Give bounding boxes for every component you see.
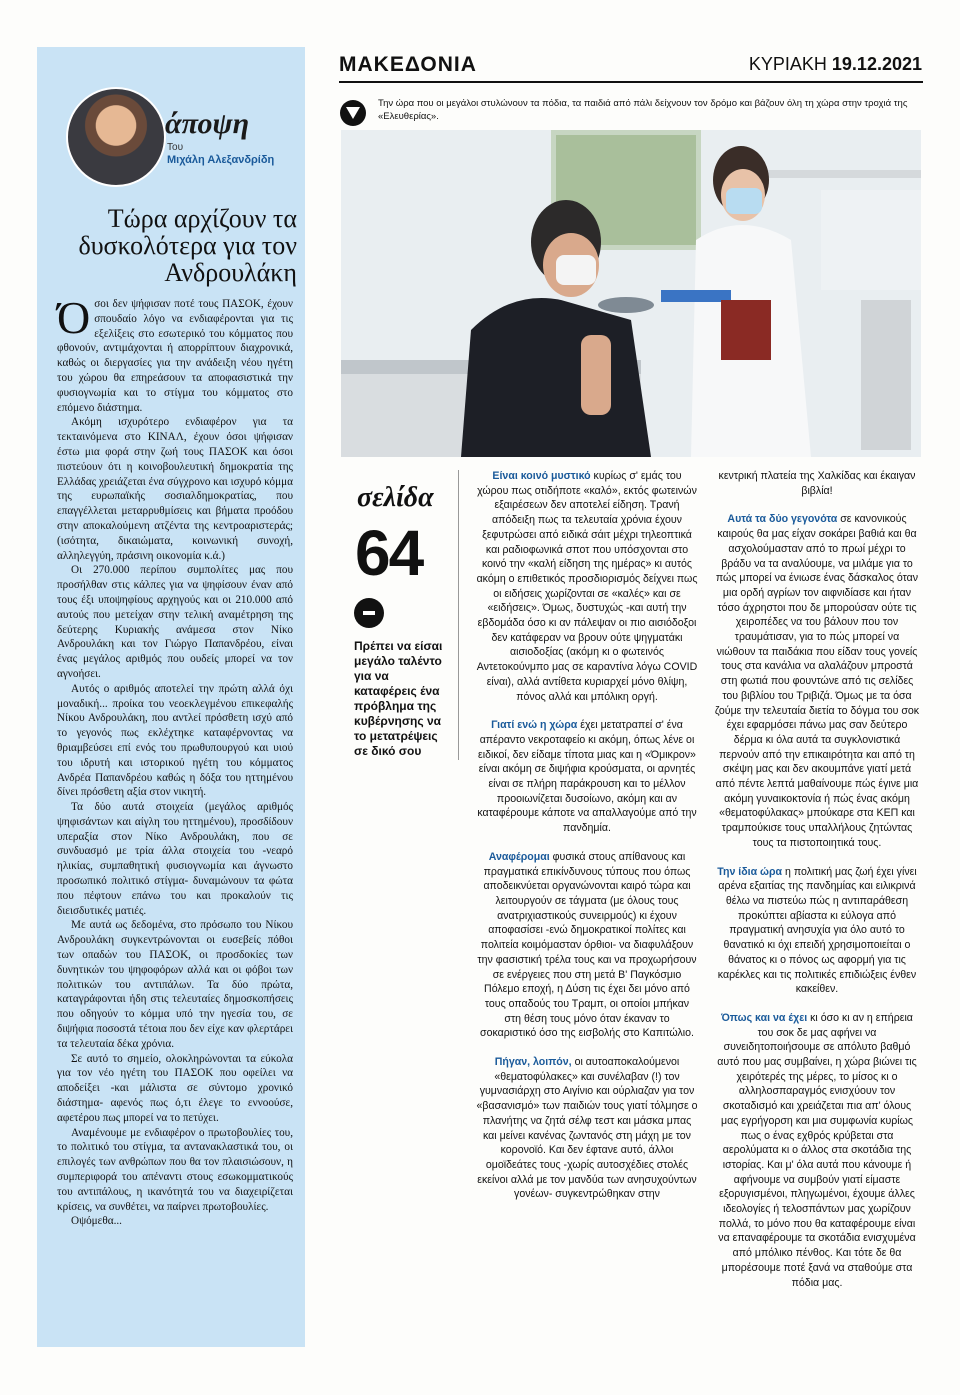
column-label: σελίδα xyxy=(357,482,434,513)
author-name: Μιχάλη Αλεξανδρίδη xyxy=(167,154,275,166)
opinion-column xyxy=(37,47,305,1347)
article-column-2 xyxy=(714,469,920,1304)
photo-caption: Την ώρα που οι μεγάλοι στυλώνουν τα πόδια, τα παιδιά από πάλι δείχνουν τον δρόμο και βάζουν όλη τη χώρα στην τροχιά της «Ελευθερίας». xyxy=(378,98,908,122)
opinion-paragraph: Όσοι δεν ψήφισαν ποτέ τους ΠΑΣΟΚ, έχουν σπουδαίο λόγο να ενδιαφέρονται για τις εξελίξεις στο εσωτερικό του κόμματος που φθονούν, αντιμάχονται ή απορρίπτουν διαχρονικά, καθώς οι διεργασίες για την ανάδειξη νέου ηγέτη του χώρου θα επηρεάσουν τα αποφασιστικά την φυσιογνωμία και το στίγμα του κόμματος στο επόμενο διάστημα. xyxy=(57,292,293,414)
opinion-paragraph: Οι 270.000 περίπου συμπολίτες μας που προσήλθαν στις κάλπες για να ψηφίσουν έναν από τους έξι υποψηφίους αρχηγούς και οι 210.000 από αυτούς που μετείχαν στην τελική αναμέτρηση της δεύτερης Κυριακής ανάμεσα στον Νίκο Ανδρουλάκη και τον Γιώργο Παπανδρέου, είναι ένας μεγάλος αριθμός που ουδείς μπορεί να τον αγνοήσει. xyxy=(57,564,293,680)
opinion-paragraph: Ακόμη ισχυρότερο ενδιαφέρον για τα τεκταινόμενα στο ΚΙΝΑΛ, έχουν όσοι ψήφισαν έστω μια φορά στην ζωή τους ΠΑΣΟΚ και όσοι πιστεύουν ότι η κοινοβουλευτική δημοκρατία της Ελλάδας χρειάζεται ένα σύγχρονο και ισχυρό κόμμα της ευρωπαϊκής σοσιαλδημοκρατίας, που επαγγέλλεται μεταρρυθμίσεις και βήματα προόδου στην αποκαλούμενη ατζέντα της κεντροαριστεράς; (ισότητα, δικαιώματα, κοινωνική συνοχή, αλληλεγγύη, πράσινη οικονομία κ.ά.) xyxy=(57,416,293,562)
article-paragraph: Αναφέρομαι φυσικά στους απίθανους και πραγματικά επικίνδυνους τύπους που όπως αποδεικνύεται οργανώνονται καιρό τώρα και λειτουργούν σε τάγματα (με όλους τους ανατριχιαστικούς συνειρμούς) κι έχουν αποφασίσει -ενώ δημοκρατικοί πολίτες και πολιτεία κοιμόμασταν όρθιοι- να διαφυλάξουν την φασιστική τρέλα τους και να προχωρήσουν σε ενέργειες που στη μετά Β' Παγκόσμιο Πόλεμο εποχή, η Δύση τις έχει δει μόνο από τους οπαδούς του Τραμπ, οι οποίοι μπήκαν στη θέση τους μόνο όταν έκαναν το σοκαριστικό όσο της εισβολής στο Καπιτώλιο. xyxy=(477,850,697,1040)
article-paragraph: κεντρική πλατεία της Χαλκίδας και έκαιγαν βιβλία! xyxy=(718,470,916,497)
article-paragraph: Πήγαν, λοιπόν, οι αυτοαποκαλούμενοι «θεματοφύλακες» και συνέλαβαν (!) τον γυμνασιάρχη στο Αιγίνιο και ούρλιαζαν για τον «βασανισμό» των παιδιών τους γιατί τόλμησε ο πλανήτης να ζητά σέλφ τεστ και μάσκα μπας και μείνει κανένας ζωντανός στη μάχη με τον κορονοϊό. Και δεν έφτανε αυτό, άλλοι ομοϊδεάτες τους -χωρίς αυτοσχέδιες στολές εκείνοι αλλά με τον μανδύα των ανησυχούντων γονέων- συγκεντρώθηκαν στην xyxy=(476,1056,698,1201)
opinion-paragraph: Με αυτά ως δεδομένα, στο πρόσωπο του Νίκου Ανδρουλάκη συγκεντρώνονται οι ευσεβείς πόθοι των οπαδών του ΠΑΣΟΚ, οι προσδοκίες των δυνητικών του ψηφοφόρων αλλά και οι φόβοι των πολιτικών του αντιπάλων. Τα δύο πρώτα, καταγράφονται ήδη στις τελευταίες δημοσκοπήσεις που οδηγούν το κόμμα υπό την ηγεσία του, σε διψήφια ποσοστά τέτοια που δεν είχε καν φλερτάρει τα τελευταία δέκα χρόνια. xyxy=(57,919,293,1050)
opinion-paragraph: Σε αυτό το σημείο, ολοκληρώνονται τα εύκολα για τον νέο ηγέτη του ΠΑΣΟΚ που οφείλει να αποδείξει -και μάλιστα σε σύντομο χρονικό διάστημα- αφενός πως ό,τι έλεγε το εννοούσε, αφετέρου πως μπορεί να το πετύχει. xyxy=(57,1052,293,1124)
article-column-1 xyxy=(476,469,698,1216)
caption-arrow-icon xyxy=(340,100,366,126)
issue-date-value: 19.12.2021 xyxy=(831,54,922,74)
opinion-paragraph: Οψόμεθα... xyxy=(71,1215,122,1228)
author-avatar xyxy=(66,87,166,187)
article-paragraph: Την ίδια ώρα η πολιτική μας ζωή έχει γίνει αρένα εξαιτίας της πανδημίας και ειλικρινά θέλω να πιστεύω πώς η αντιπαράθεση προκύπτει αβίαστα κι εύλογα από πραγματική ανησυχία για όλο αυτό το θανατικό κι όχι επειδή χρησιμοποιείται ο θάνατος κι ο πόνος ως αφορμή για τις καρέκλες και τις πολιτικές επιδιώξεις ένθεν κακείθεν. xyxy=(717,865,917,996)
issue-date xyxy=(749,54,922,75)
opinion-paragraph: Τα δύο αυτά στοιχεία (μεγάλος αριθμός ψηφισάντων και αίγλη του ηττημένου), προσδίδουν υπεραξία στον Νίκο Ανδρουλάκη, που σε συνδυασμό με τρία άλλα στοιχεία του -νεαρό ηλικίας, συμπαθητική φυσιογνωμία και άγνωστο προσωπικό πολιτικό στίγμα- δυναμώνουν τα φώτα που πέφτουν επάνω του και προκαλούν τις διεισδυτικές ματιές. xyxy=(57,801,293,917)
opinion-paragraph: Αναμένουμε με ενδιαφέρον ο πρωτοβουλίες του, το πολιτικό του στίγμα, τα αντανακλαστικά του, οι επιλογές των ανθρώπων που θα τον πλαισιώσουν, η συμπεριφορά του απέναντι στους εσωκομματικούς του αντιπάλους, η ικανότητά του να διαχειρίζεται κρίσεις, να συνθέτει, να παίρνει πρωτοβουλίες. xyxy=(57,1126,293,1213)
pull-quote: Πρέπει να είσαι μεγάλο ταλέντο για να καταφέρεις ένα πρόβλημα της κυβέρνησης να το μετατρέψεις σε δικό σου xyxy=(354,639,443,758)
article-paragraph: Γιατί ενώ η χώρα έχει μετατραπεί σ' ένα απέραντο νεκροταφείο κι ακόμη, όπως λένε οι ειδικοί, δεν είδαμε τίποτα μιας και η «Όμικρον» είναι ακόμη σε διψήφια κρούσματα, οι αρνητές είναι σε πλήρη παράκρουση και το μέλλον προοιωνίζεται δυσοίωνο, ακόμη και αν καταφέρουμε κάποτε να απαλλαγούμε από την πανδημία. xyxy=(477,719,697,835)
opinion-title: Τώρα αρχίζουν τα δυσκολότερα για τον Ανδρουλάκη xyxy=(78,204,297,287)
issue-day: ΚΥΡΙΑΚΗ xyxy=(748,54,827,74)
opinion-body xyxy=(57,292,293,1229)
minus-icon xyxy=(354,598,384,628)
header-rule xyxy=(339,81,923,83)
opinion-label: άποψη xyxy=(165,107,250,140)
section-name: ΜΑΚΕΔΟΝΙΑ xyxy=(339,53,477,76)
article-paragraph: Αυτά τα δύο γεγονότα σε κανονικούς καιρούς θα μας είχαν σοκάρει βαθιά και θα ασχολούμασταν από το πρωί μέχρι το βράδυ να τα αναλύουμε, να μιλάμε για το πώς μπορεί να ένιωσε ένας δάσκαλος όταν μια ορδή αγρίων τον αιφνιδίασε και ήταν τόσο άχρηστοι που δε μπορούσαν ούτε τις χειροπέδες να του βάλουν που τον τραυμάτισαν, για το πώς μπορεί να νιώθουν τα παιδάκια που είδαν τους γονείς τους στα κανάλια να αλαλάζουν μπροστά στη φωτιά που φουντώνε από τις σελίδες του βιβλίου του Τριβιζά. Όμως με τα όσα ζούμε την τελευταία διετία το δόγμα του σοκ έχει εφαρμόσει πάνω μας σαν δεύτερο δέρμα κι όλα αυτά τα συγκλονιστικά περνούν από την επικαιρότητα και από τη σκέψη μας και δεν ακουμπάνε γιατί μετά από πέντε λεπτά μαθαίνουμε πώς έγινε μια ακόμη γυναικοκτονία ή πώς ένας ακόμη «θεματοφύλακας» μπούκαρε στα ΚΕΠ και τραμπούκισε τους υπαλλήλους ζητώντας τους τα πιστοποιητικά τους. xyxy=(714,513,920,849)
drop-cap: Ό xyxy=(57,292,91,343)
column-number: 64 xyxy=(355,517,423,589)
vaccination-photo xyxy=(341,130,921,457)
author-prefix: Του xyxy=(167,142,184,153)
article-paragraph: Είναι κοινό μυστικό κυρίως σ' εμάς του χώρου πως οτιδήποτε «καλό», εκτός φωτεινών εξαιρέσεων δεν αποτελεί είδηση. Τρανή απόδειξη πως τα τελευταία χρόνια έχουν ξεφυτρώσει από ειδικά σάιτ μέχρι τηλεοπτικά και ραδιοφωνικά σποτ που υπόσχονται στο κοινό την «καλή είδηση της ημέρας» κι αυτός ακόμη ο επιθετικός προσδιορισμός δείχνει πως οι ειδήσεις χωρίζονται σε «καλές» και σε «ειδήσεις». Όμως, δυστυχώς -και αυτή την εβδομάδα όσο κι αν πάλεψαν οι πιο αισιόδοξοι δεν κατάφεραν να βρουν ούτε ψηγματάκι αισιοδοξίας (ακόμη κι ο φωτεινός Αντετοκούνμπο μας σε καραντίνα λόγω COVID είναι), αλλά αντίθετα κυριαρχεί μόνο θλίψη, πόνος αλλά και μπόλικη οργή. xyxy=(476,470,698,703)
article-paragraph: Όπως και να έχει κι όσο κι αν η επήρεια του σοκ δε μας αφήνει να συνειδητοποιήσουμε σε απόλυτο βαθμό αυτό που μας συμβαίνει, η χώρα βιώνει τις χειρότερές της μέρες, το μίσος κι ο αλληλοσπαραγμός ενισχύουν τον σκοταδισμό και χρειάζεται πια απ' όλους μας εγρήγορση και μια συμφωνία κυρίως πως ο ένας εχθρός κρύβεται στα αερολύματα κι ο άλλος στα σκοτάδια της ιστορίας. Και μ' όλα αυτά που κάνουμε ή αφήνουμε να συμβούν γιατί είμαστε εξορυγισμένοι, πληγωμένοι, έχουμε άλλες ιδεολογίες ή τελοσπάντων μας χωρίζουν πολλά, το μόνο που θα καταφέρουμε είναι να επαναφέρουμε τα σκοτάδια ενισχυμένα από μπόλικο πένθος. Και τότε δε θα μπορέσουμε ποτέ ξανά να σταθούμε στα πόδια μας. xyxy=(717,1011,917,1289)
opinion-paragraph: Αυτός ο αριθμός αποτελεί την πρώτη αλλά όχι μοναδική... προίκα του νεοεκλεγμένου επικεφαλής Νίκου Ανδρουλάκη, που αντλεί πρόσθετη ισχύ από το γεγονός πως εκλέχτηκε καταφέρνοντας να θριαμβεύσει επί ενός του πρωθυπουργού και υιού του ιδρυτή και ιστορικού ηγέτη του κόμματος Ανδρέα Παπανδρέου καθώς η δόξα του ηττημένου δίνει πρόσθετη αξία στον νικητή. xyxy=(57,682,293,799)
